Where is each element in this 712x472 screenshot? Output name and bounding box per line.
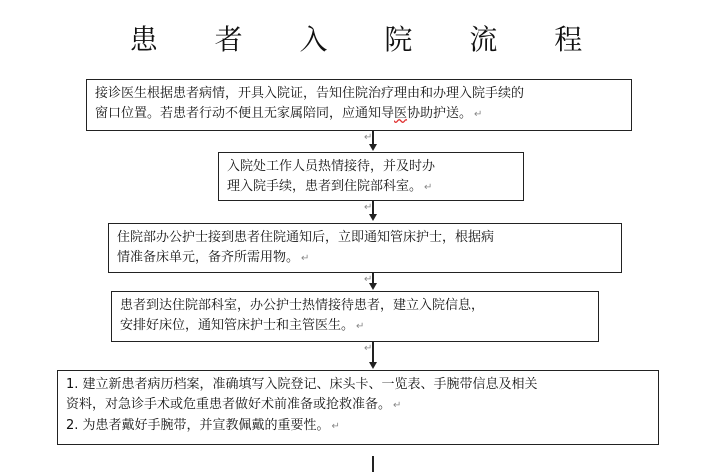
paragraph-mark-icon: ↵: [364, 202, 373, 213]
paragraph-mark-icon: ↵: [301, 253, 310, 264]
paragraph-mark-icon: ↵: [364, 274, 373, 285]
paragraph-mark-icon: ↵: [393, 400, 402, 411]
connector-line: [372, 342, 374, 362]
step-5-line-2: 资料，对急诊手术或危重患者做好术前准备或抢救准备。 ↵: [66, 397, 402, 412]
step-1-box: [86, 79, 632, 131]
paragraph-mark-icon: ↵: [331, 421, 340, 432]
arrow-down-icon: [369, 144, 377, 151]
step-5-line-1: 1. 建立新患者病历档案，准确填写入院登记、床头卡、一览表、手腕带信息及相关: [66, 377, 538, 392]
page-title: 患 者 入 院 流 程: [129, 23, 607, 56]
arrow-down-icon: [369, 362, 377, 369]
arrow-down-icon: [369, 214, 377, 221]
step-5-box: [57, 370, 659, 445]
step-5-line-3: 2. 为患者戴好手腕带，并宣教佩戴的重要性。 ↵: [66, 418, 340, 433]
arrow-down-icon: [369, 283, 377, 290]
step-2-box: [218, 152, 524, 201]
connector-line: [372, 456, 374, 472]
connector-line: [372, 201, 374, 214]
paragraph-mark-icon: ↵: [356, 321, 365, 332]
paragraph-mark-icon: ↵: [364, 343, 373, 354]
step-4-line-1: 患者到达住院部科室，办公护士热情接待患者，建立入院信息，: [120, 298, 485, 313]
paragraph-mark-icon: ↵: [474, 109, 483, 120]
step-2-line-1: 入院处工作人员热情接待，并及时办: [227, 159, 436, 174]
step-3-line-1: 住院部办公护士接到患者住院通知后，立即通知管床护士，根据病: [117, 230, 495, 245]
step-4-box: [111, 291, 599, 342]
step-2-line-2: 理入院手续，患者到住院部科室。 ↵: [227, 179, 433, 194]
step-1-line-2: 窗口位置。若患者行动不便且无家属陪同，应通知导医协助护送。 ↵: [95, 106, 483, 121]
paragraph-mark-icon: ↵: [364, 132, 373, 143]
step-3-box: [108, 223, 622, 273]
step-1-line-1: 接诊医生根据患者病情，开具入院证，告知住院治疗理由和办理入院手续的: [95, 86, 525, 101]
step-3-line-2: 情准备床单元，备齐所需用物。 ↵: [117, 250, 310, 265]
step-4-line-2: 安排好床位，通知管床护士和主管医生。 ↵: [120, 318, 365, 333]
connector-line: [372, 273, 374, 283]
connector-line: [372, 131, 374, 144]
misspelling-mark: 医: [394, 106, 408, 121]
paragraph-mark-icon: ↵: [424, 182, 433, 193]
